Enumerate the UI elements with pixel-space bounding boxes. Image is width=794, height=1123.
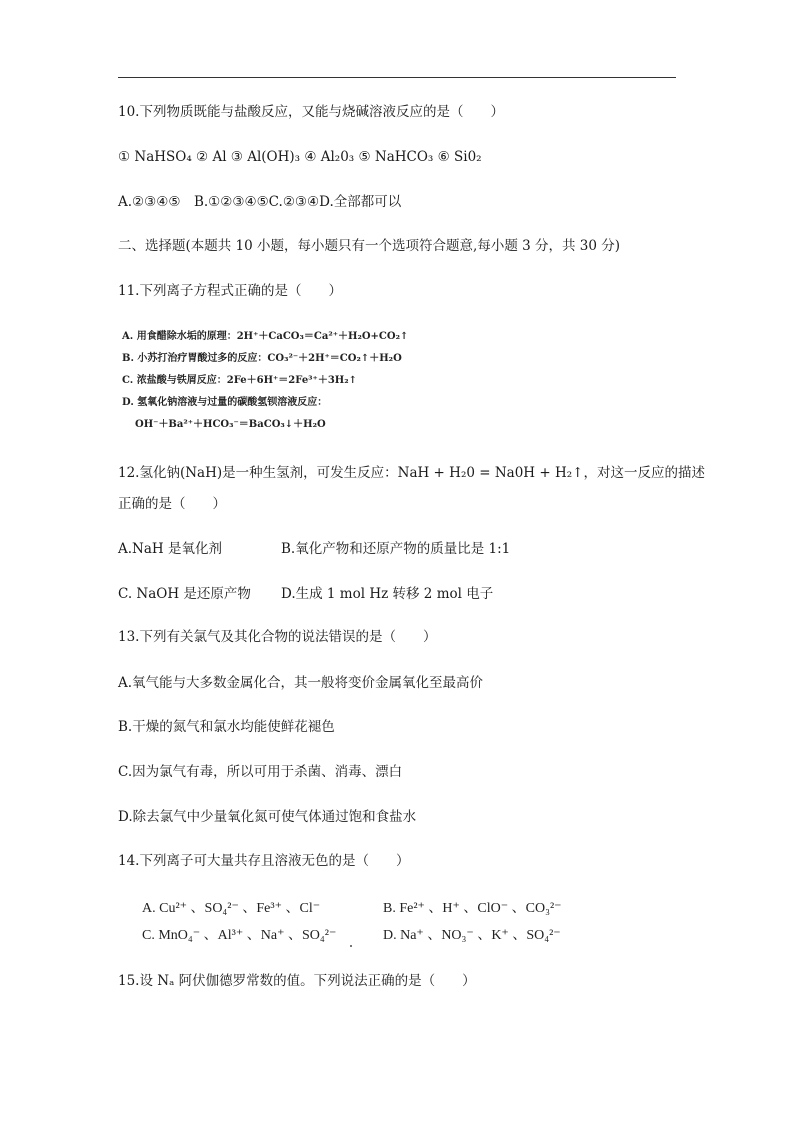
- question-13-option-a: A.氧气能与大多数金属化合，其一般将变价金属氧化至最高价: [118, 675, 484, 691]
- scan-speck: [350, 945, 352, 947]
- question-12-option-c: C. NaOH 是还原产物: [118, 586, 251, 602]
- question-14-stem: 14.下列离子可大量共存且溶液无色的是（ ）: [118, 853, 410, 869]
- question-10-stem: 10.下列物质既能与盐酸反应，又能与烧碱溶液反应的是（ ）: [118, 104, 504, 120]
- question-13-stem: 13.下列有关氯气及其化合物的说法错误的是（ ）: [118, 629, 437, 645]
- question-13-option-d: D.除去氯气中少量氧化氮可使气体通过饱和食盐水: [118, 809, 417, 825]
- question-12-option-a: A.NaH 是氧化剂: [118, 541, 222, 557]
- question-14-option-a: A. Cu²⁺ 、SO₄²⁻ 、Fe³⁺ 、Cl⁻: [142, 901, 321, 916]
- section-2-heading: 二、选择题(本题共 10 小题，每小题只有一个选项符合题意,每小题 3 分，共 30 分): [118, 238, 621, 254]
- question-10-options: A.②③④⑤ B.①②③④⑤C.②③④D.全部都可以: [118, 194, 402, 210]
- question-14-option-b: B. Fe²⁺ 、H⁺ 、ClO⁻ 、CO₃²⁻: [383, 901, 562, 916]
- question-12-stem-line1: 12.氢化钠(NaH)是一种生氢剂，可发生反应：NaH + H₂0 = Na0H + H₂↑，对这一反应的描述: [118, 465, 705, 481]
- question-15-stem: 15.设 Nₐ 阿伏伽德罗常数的值。下列说法正确的是（ ）: [118, 973, 476, 989]
- question-11-option-d: D. 氢氧化钠溶液与过量的碳酸氢钡溶液反应：: [122, 397, 328, 408]
- question-11-option-b: B. 小苏打治疗胃酸过多的反应：CO₃²⁻＋2H⁺＝CO₂↑＋H₂O: [122, 353, 402, 364]
- question-10-items: ① NaHSO₄ ② Al ③ Al(OH)₃ ④ Al₂0₃ ⑤ NaHCO₃ ⑥ Si0₂: [118, 149, 482, 165]
- question-11-stem: 11.下列离子方程式正确的是（ ）: [118, 283, 342, 299]
- question-12-option-d: D.生成 1 mol Hz 转移 2 mol 电子: [281, 586, 494, 602]
- question-12-option-b: B.氧化产物和还原产物的质量比是 1:1: [281, 541, 511, 557]
- question-14-option-c: C. MnO₄⁻ 、Al³⁺ 、Na⁺ 、SO₄²⁻: [142, 928, 337, 943]
- header-rule: [118, 77, 676, 78]
- question-13-option-c: C.因为氯气有毒，所以可用于杀菌、消毒、漂白: [118, 764, 403, 780]
- question-11-option-a: A. 用食醋除水垢的原理：2H⁺＋CaCO₃＝Ca²⁺＋H₂O+CO₂↑: [122, 331, 409, 342]
- question-11-option-c: C. 浓盐酸与铁屑反应：2Fe＋6H⁺＝2Fe³⁺＋3H₂↑: [122, 375, 357, 386]
- question-12-stem-line2: 正确的是（ ）: [118, 496, 226, 512]
- question-13-option-b: B.干燥的氮气和氯水均能使鲜花褪色: [118, 719, 335, 735]
- question-11-option-d-equation: OH⁻＋Ba²⁺＋HCO₃⁻＝BaCO₃↓＋H₂O: [135, 419, 326, 430]
- question-14-option-d: D. Na⁺ 、NO₃⁻ 、K⁺ 、SO₄²⁻: [383, 928, 561, 943]
